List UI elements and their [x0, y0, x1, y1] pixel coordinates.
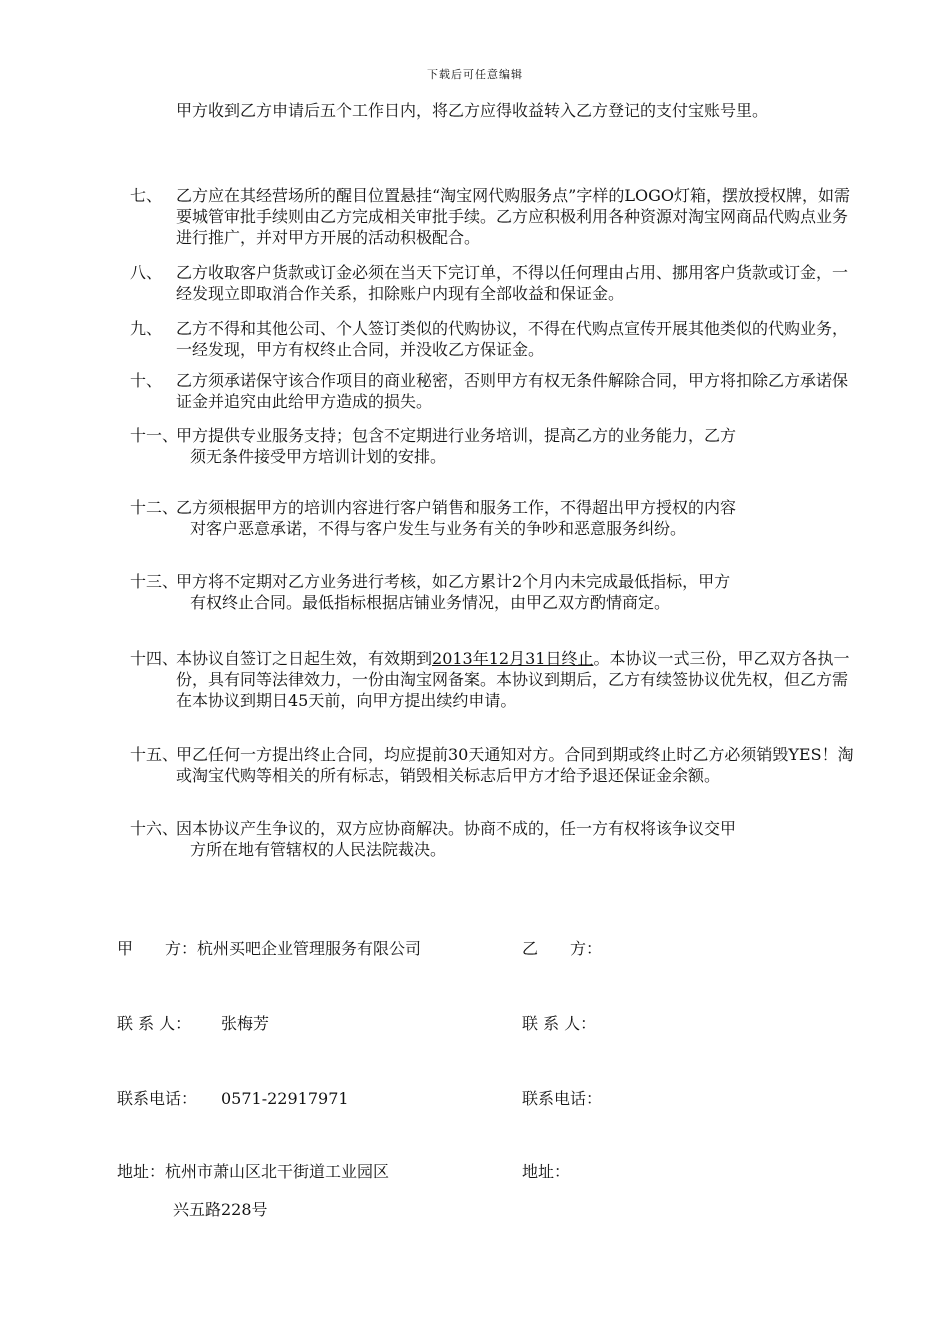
party-a-company: 杭州买吧企业管理服务有限公司 — [197, 939, 422, 958]
address-label: 地址： — [117, 1162, 166, 1181]
clause-text — [176, 648, 860, 711]
clause-text: 乙方须承诺保守该合作项目的商业秘密，否则甲方有权无条件解除合同，甲方将扣除乙方承诺保证金并追究由此给甲方造成的损失。 — [176, 371, 849, 411]
clause-10 — [130, 370, 860, 412]
clause-number: 十三、 — [130, 572, 179, 591]
clause-text: 乙方应在其经营场所的醒目位置悬挂“淘宝网代购服务点”字样的LOGO灯箱，摆放授权牌，如需要城管审批手续则由乙方完成相关审批手续。乙方应积极利用各种资源对淘宝网商品代购点业务进行推广，并对甲方开展的活动积极配合。 — [176, 186, 851, 247]
contact-label: 联 系 人： — [117, 1014, 192, 1033]
party-a-address: 杭州市萧山区北干街道工业园区 — [165, 1162, 390, 1181]
clause-text-part: 本协议自签订之日起生效，有效期到 — [176, 649, 433, 668]
party-a-address-row — [117, 1161, 389, 1182]
clause-number: 九、 — [130, 319, 163, 338]
clause-six-continuation: 甲方收到乙方申请后五个工作日内，将乙方应得收益转入乙方登记的支付宝账号里。 — [176, 101, 769, 120]
party-b-address-label: 地址： — [522, 1162, 571, 1181]
clause-text: 乙方收取客户货款或订金必须在当天下完订单，不得以任何理由占用、挪用客户货款或订金，一经发现立即取消合作关系，扣除账户内现有全部收益和保证金。 — [176, 263, 849, 303]
clause-line-continued: 须无条件接受甲方培训计划的安排。 — [190, 447, 447, 466]
clause-7 — [130, 185, 860, 248]
clause-8 — [130, 262, 860, 304]
clause-number: 十、 — [130, 371, 163, 390]
clause-12 — [130, 497, 860, 539]
clause-text: 甲乙任何一方提出终止合同，均应提前30天通知对方。合同到期或终止时乙方必须销毁YES！淘或淘宝代购等相关的所有标志，销毁相关标志后甲方才给予退还保证金余额。 — [176, 745, 854, 785]
page-header-note: 下载后可任意编辑 — [427, 68, 523, 81]
party-a-row — [117, 938, 421, 959]
clause-line: 乙方须根据甲方的培训内容进行客户销售和服务工作，不得超出甲方授权的内容 — [176, 498, 737, 517]
clause-16 — [130, 818, 860, 860]
clause-line: 甲方将不定期对乙方业务进行考核，如乙方累计2个月内未完成最低指标，甲方 — [176, 572, 731, 591]
clause-text: 乙方不得和其他公司、个人签订类似的代购协议，不得在代购点宣传开展其他类似的代购业务，一经发现，甲方有权终止合同，并没收乙方保证金。 — [176, 319, 849, 359]
party-b-phone-label: 联系电话： — [522, 1089, 603, 1108]
clause-text-part: 。本协议一式三份，甲乙双方各执一份，具有同等法律效力，一份由淘宝网备案。本协议到期后，乙方有续签协议优先权，但乙方需在本协议到期日45天前，向甲方提出续约申请。 — [176, 649, 850, 710]
clause-number: 十六、 — [130, 819, 179, 838]
clause-line: 甲方提供专业服务支持；包含不定期进行业务培训，提高乙方的业务能力，乙方 — [176, 426, 737, 445]
party-a-label: 甲 方： — [117, 939, 198, 958]
clause-text — [176, 818, 860, 839]
clause-line-continued: 方所在地有管辖权的人民法院裁决。 — [190, 840, 447, 859]
clause-number: 十四、 — [130, 649, 179, 668]
clause-number: 十五、 — [130, 745, 179, 764]
clause-15 — [130, 744, 860, 786]
party-b-contact-label: 联 系 人： — [522, 1014, 597, 1033]
phone-label: 联系电话： — [117, 1089, 198, 1108]
clause-number: 七、 — [130, 186, 163, 205]
clause-line-continued: 有权终止合同。最低指标根据店铺业务情况，由甲乙双方酌情商定。 — [190, 593, 671, 612]
party-b-label: 乙 方： — [522, 939, 603, 958]
clause-number: 十二、 — [130, 498, 179, 517]
clause-line: 因本协议产生争议的，双方应协商解决。协商不成的，任一方有权将该争议交甲 — [176, 819, 737, 838]
clause-text — [176, 571, 860, 592]
clause-line-continued: 对客户恶意承诺，不得与客户发生与业务有关的争吵和恶意服务纠纷。 — [190, 519, 687, 538]
clause-9 — [130, 318, 860, 360]
expiry-date: 2013年12月31日终止 — [432, 649, 594, 668]
party-a-address-line2: 兴五路228号 — [173, 1200, 268, 1219]
clause-13 — [130, 571, 860, 613]
clause-11 — [130, 425, 860, 467]
clause-text — [176, 425, 860, 446]
clause-text — [176, 497, 860, 518]
party-a-phone-row — [117, 1088, 349, 1109]
clause-number: 十一、 — [130, 426, 179, 445]
clause-14 — [130, 648, 860, 711]
party-a-phone: 0571-22917971 — [221, 1089, 349, 1108]
party-a-contact-row — [117, 1013, 269, 1034]
party-a-contact: 张梅芳 — [221, 1014, 270, 1033]
clause-number: 八、 — [130, 263, 163, 282]
